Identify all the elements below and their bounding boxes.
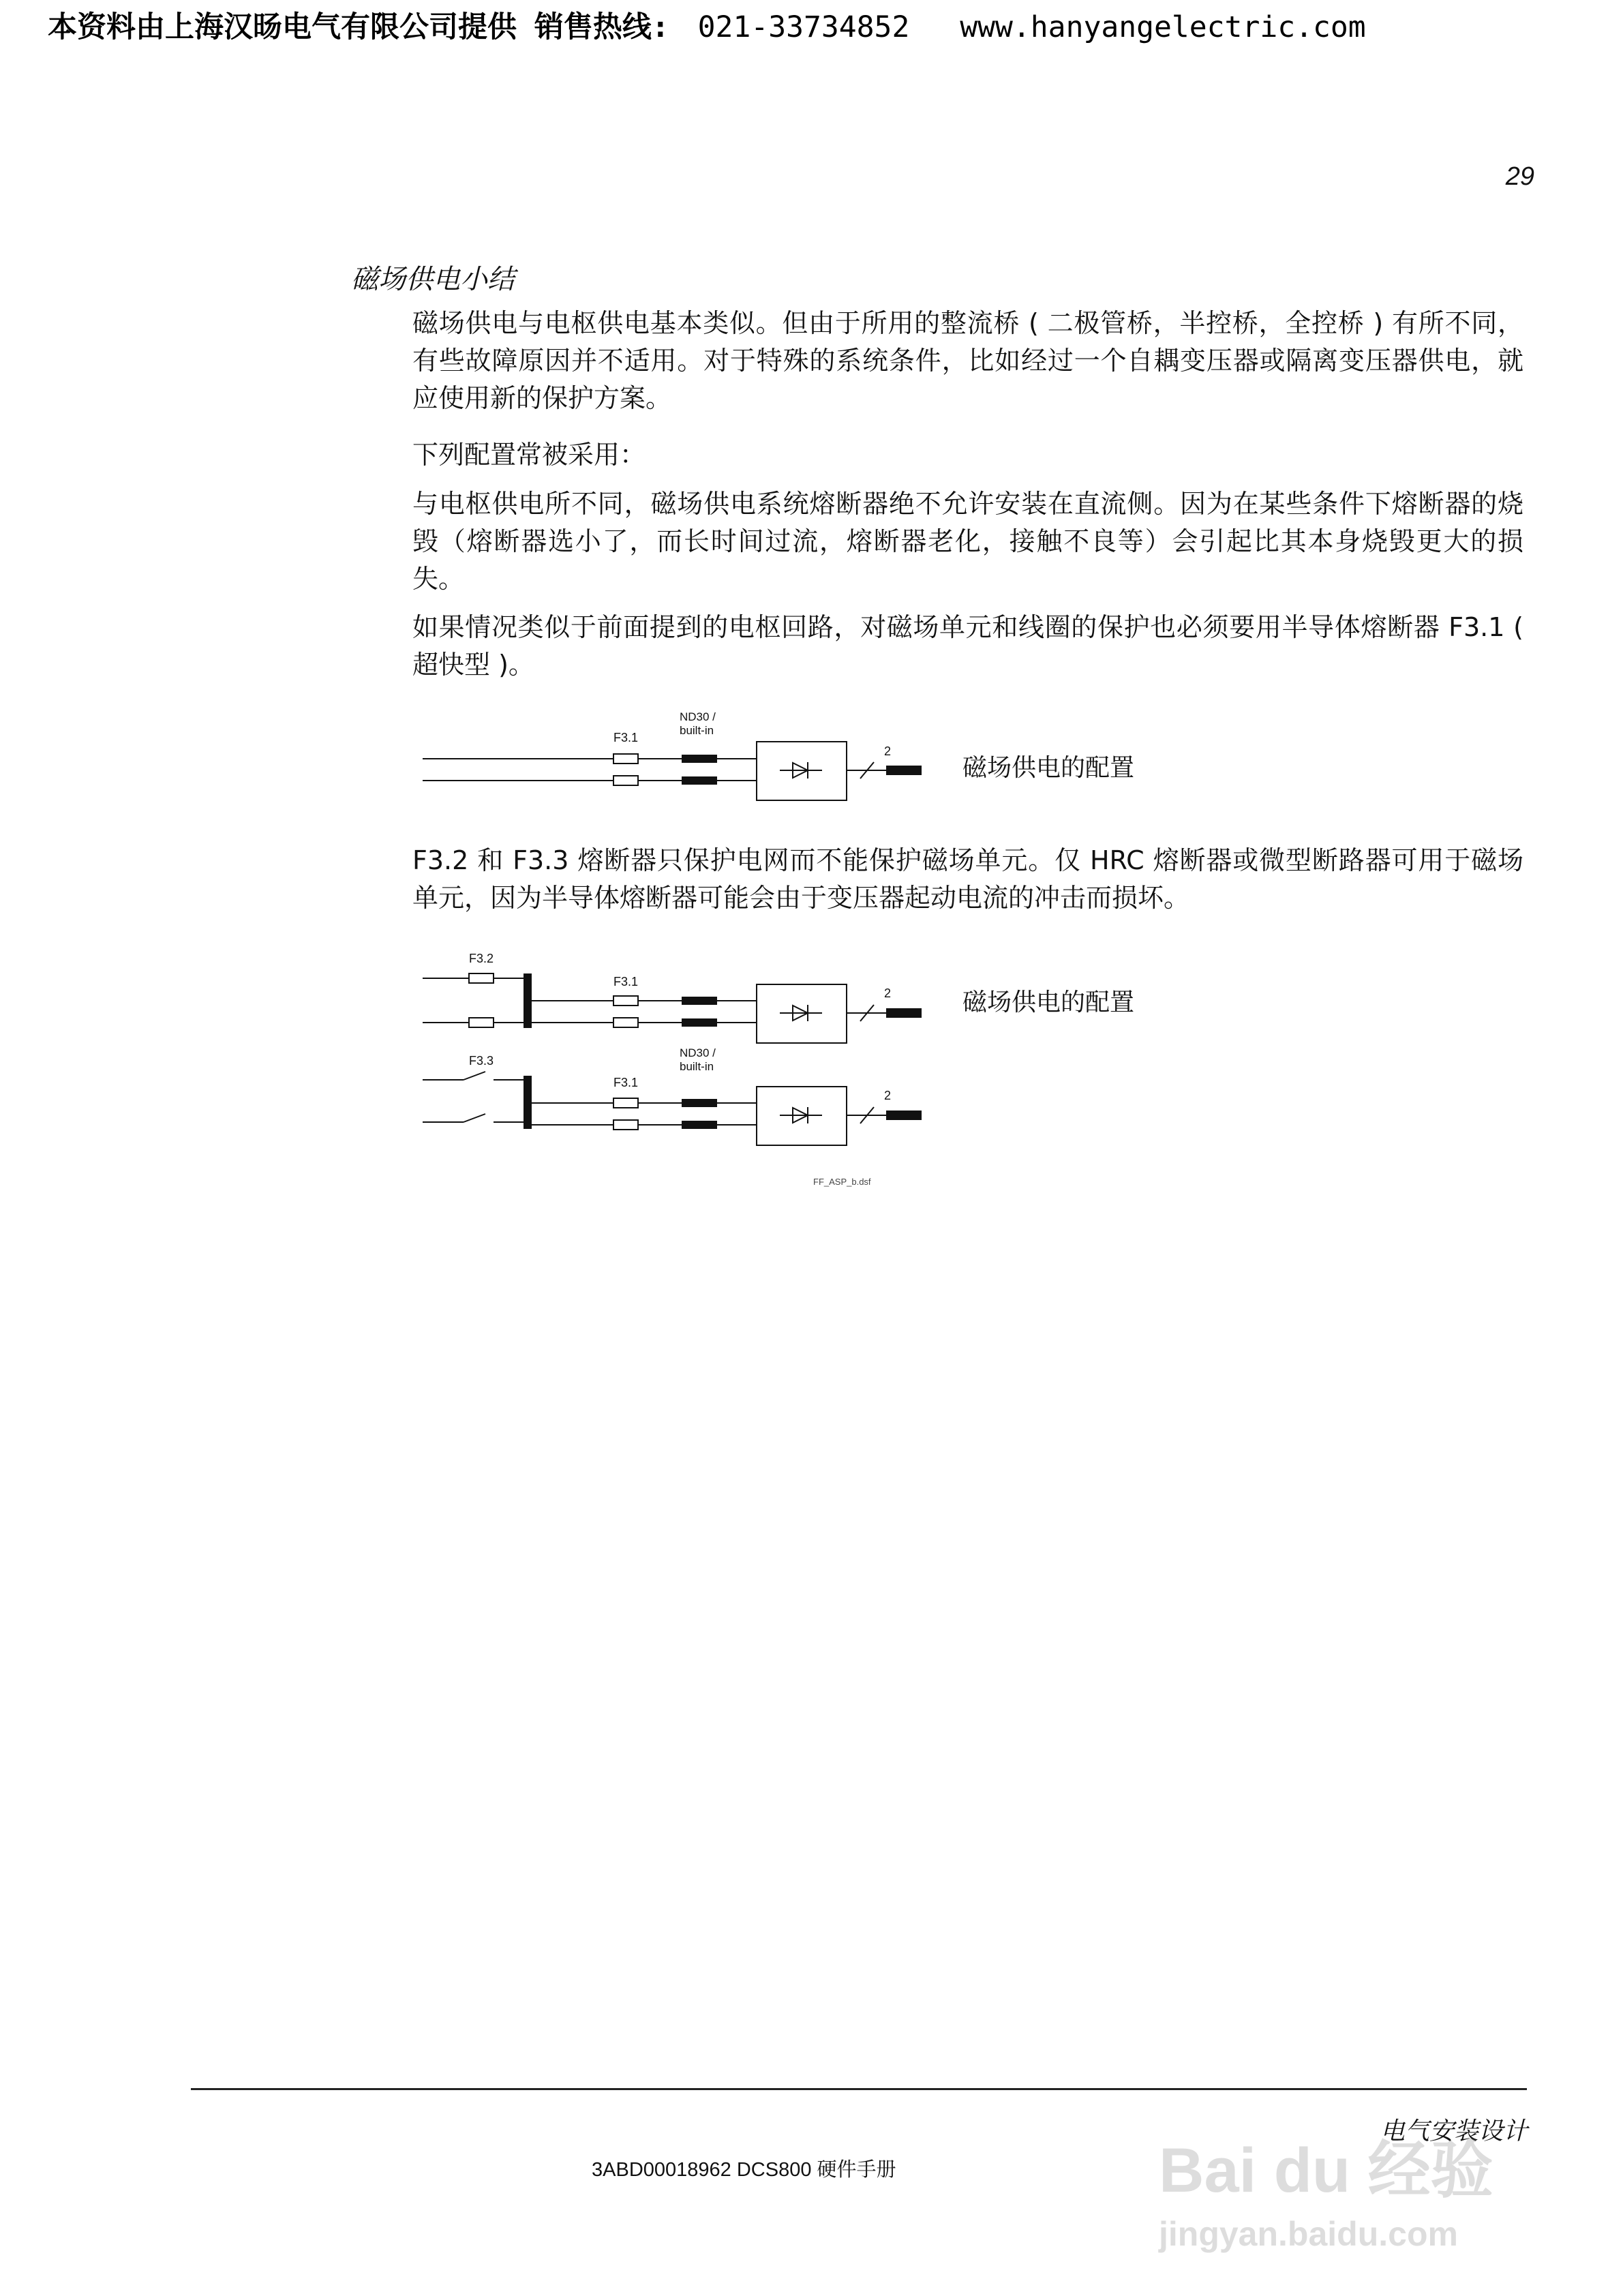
baidu-watermark xyxy=(1159,2079,1581,2284)
reactor-upper-b xyxy=(682,1018,717,1027)
label-f31-lower: F3.1 xyxy=(613,1076,639,1089)
label-f31: F3.1 xyxy=(613,731,639,744)
watermark-brand: Bai du 经验 xyxy=(1159,2136,1493,2205)
fuse-f32-bottom xyxy=(469,1018,494,1027)
label-built-in: built-in xyxy=(680,724,714,737)
field-winding-3 xyxy=(886,1111,922,1120)
reactor-upper-a xyxy=(682,997,717,1005)
fuse-f31-lower-b xyxy=(613,1120,638,1130)
label-count-lower: 2 xyxy=(884,1089,892,1102)
fuse-f31-lower-a xyxy=(613,1098,638,1108)
label-nd30: ND30 / xyxy=(680,1046,716,1059)
section-title: 磁场供电小结 xyxy=(351,264,515,295)
header-banner xyxy=(48,4,1588,45)
transformer-bottom xyxy=(524,1076,532,1129)
header-phone: 021-33734852 xyxy=(697,10,910,44)
reactor-nd30-top xyxy=(682,755,717,763)
file-label: FF_ASP_b.dsf xyxy=(813,1177,871,1187)
header-website[interactable]: www.hanyangelectric.com xyxy=(960,10,1366,44)
fuse-f31-upper-b xyxy=(613,1018,638,1027)
reactor-lower-a xyxy=(682,1099,717,1107)
label-f31-upper: F3.1 xyxy=(613,975,639,988)
field-supply-diagram-2 xyxy=(409,946,941,1198)
reactor-nd30-bottom xyxy=(682,776,717,785)
label-built-in: built-in xyxy=(680,1060,714,1073)
fuse-f31-bottom xyxy=(613,776,638,785)
label-count: 2 xyxy=(884,744,892,758)
field-supply-diagram-1 xyxy=(409,709,941,804)
fuse-f32-top xyxy=(469,973,494,983)
paragraph-5: F3.2 和 F3.3 熔断器只保护电网而不能保护磁场单元。仅 HRC 熔断器或微型断路器可用于磁场单元，因为半导体熔断器可能会由于变压器起动电流的冲击而损坏。 xyxy=(412,845,1523,913)
paragraph-4: 如果情况类似于前面提到的电枢回路，对磁场单元和线圈的保护也必须要用半导体熔断器 F3.1 ( 超快型 )。 xyxy=(412,612,1523,680)
watermark-url: jingyan.baidu.com xyxy=(1159,2215,1458,2253)
footer-section-title: 电气安装设计 xyxy=(1380,2117,1528,2145)
diagram1-caption: 磁场供电的配置 xyxy=(962,754,1135,782)
page-number: 29 xyxy=(1505,162,1534,191)
fuse-f31-upper-a xyxy=(613,996,638,1006)
label-nd30: ND30 / xyxy=(680,710,716,723)
label-f33: F3.3 xyxy=(469,1054,494,1068)
field-winding-1 xyxy=(886,766,922,775)
fuse-f31-top xyxy=(613,754,638,764)
transformer-top xyxy=(524,973,532,1028)
header-company-text: 本资料由上海汉旸电气有限公司提供 销售热线: xyxy=(48,10,669,44)
paragraph-3: 与电枢供电所不同，磁场供电系统熔断器绝不允许安装在直流侧。因为在某些条件下熔断器的烧毁（熔断器选小了，而长时间过流，熔断器老化，接触不良等）会引起比其本身烧毁更大的损失。 xyxy=(412,489,1523,594)
label-count-upper: 2 xyxy=(884,986,892,1000)
field-winding-2 xyxy=(886,1008,922,1018)
footer-manual-id: 3ABD00018962 DCS800 硬件手册 xyxy=(592,2159,896,2181)
reactor-lower-b xyxy=(682,1121,717,1129)
paragraph-2: 下列配置常被采用： xyxy=(412,440,646,470)
label-f32: F3.2 xyxy=(469,952,494,965)
diagram2-caption: 磁场供电的配置 xyxy=(962,988,1135,1016)
paragraph-1: 磁场供电与电枢供电基本类似。但由于所用的整流桥 ( 二极管桥，半控桥，全控桥 ) 有所不同，有些故障原因并不适用。对于特殊的系统条件，比如经过一个自耦变压器或隔离变压器供电，就应使用新的保护方案。 xyxy=(412,308,1523,413)
